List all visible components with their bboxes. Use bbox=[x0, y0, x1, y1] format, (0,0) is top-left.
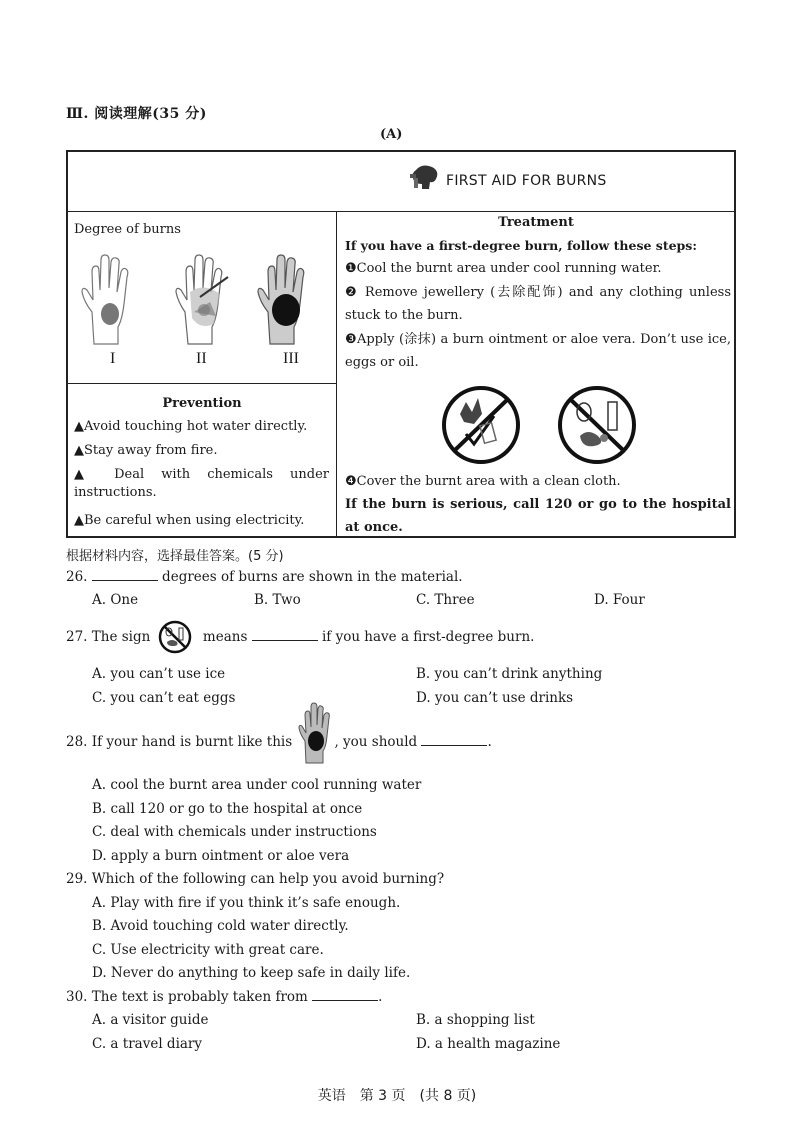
poster-header bbox=[68, 152, 734, 212]
option: C. deal with chemicals under instructions bbox=[92, 824, 377, 840]
first-aid-poster bbox=[66, 150, 736, 538]
question-27 bbox=[66, 628, 534, 645]
option: A. you can’t use ice bbox=[92, 666, 226, 682]
question-28-text-a: 28. If your hand is burnt like this bbox=[66, 734, 297, 750]
question-instruction: 根据材料内容，选择最佳答案。(5 分) bbox=[66, 549, 284, 564]
question-29: 29. Which of the following can help you avoid burning? bbox=[66, 871, 445, 887]
prevention-item: ▲Be careful when using electricity. bbox=[74, 513, 305, 528]
hand-second-degree-image bbox=[170, 252, 236, 347]
treatment-title: Treatment bbox=[498, 215, 574, 230]
prevention-item: ▲Stay away from fire. bbox=[74, 443, 218, 458]
option: D. Never do anything to keep safe in daily life. bbox=[92, 965, 411, 981]
question-28-text-c: . bbox=[487, 734, 492, 750]
question-28 bbox=[66, 733, 492, 750]
prevention-item-text: ▲ Deal with chemicals under instructions. bbox=[74, 467, 329, 500]
option: D. you can’t use drinks bbox=[416, 690, 574, 706]
option: C. Three bbox=[416, 592, 475, 608]
question-26-number: 26. bbox=[66, 569, 92, 585]
answer-blank bbox=[252, 628, 318, 641]
degree-roman-1: I bbox=[110, 350, 116, 367]
question-27-text-a: 27. The sign bbox=[66, 629, 155, 645]
question-30-text-b: . bbox=[378, 989, 383, 1005]
no-ice-sign-icon bbox=[438, 384, 524, 466]
option: B. Avoid touching cold water directly. bbox=[92, 918, 349, 934]
treatment-step-1: ❶Cool the burnt area under cool running water. bbox=[345, 261, 662, 276]
burnt-hand-small-image bbox=[296, 701, 332, 765]
option: B. a shopping list bbox=[416, 1012, 535, 1028]
section-title: Ⅲ. 阅读理解(35 分) bbox=[66, 106, 207, 122]
treatment-step-4: ❹Cover the burnt area with a clean cloth. bbox=[345, 474, 621, 489]
serious-burn-note: If the burn is serious, call 120 or go to the hospital at once. bbox=[345, 497, 731, 535]
degree-roman-3: III bbox=[283, 350, 299, 367]
answer-blank bbox=[92, 568, 158, 581]
option: C. a travel diary bbox=[92, 1036, 203, 1052]
row-divider bbox=[68, 383, 336, 384]
option: C. Use electricity with great care. bbox=[92, 942, 324, 958]
degree-label: Degree of burns bbox=[74, 222, 181, 237]
question-26-text: degrees of burns are shown in the material. bbox=[157, 569, 463, 585]
hand-third-degree-image bbox=[254, 252, 318, 347]
option: A. cool the burnt area under cool running water bbox=[92, 777, 422, 793]
option: B. Two bbox=[254, 592, 301, 608]
option: B. call 120 or go to the hospital at once bbox=[92, 801, 363, 817]
option: D. a health magazine bbox=[416, 1036, 561, 1052]
first-aid-head-icon bbox=[408, 164, 442, 192]
option: A. One bbox=[92, 592, 139, 608]
prevention-item bbox=[74, 466, 329, 502]
question-26 bbox=[66, 568, 463, 585]
column-divider bbox=[336, 212, 337, 538]
treatment-step-2: ❷ Remove jewellery (去除配饰) and any clothing unless stuck to the burn. bbox=[345, 285, 731, 323]
no-eggs-oil-sign-icon bbox=[554, 384, 640, 466]
answer-blank bbox=[312, 988, 378, 1001]
treatment-intro: If you have a first-degree burn, follow these steps: bbox=[345, 238, 697, 253]
option: C. you can’t eat eggs bbox=[92, 690, 236, 706]
question-27-text-c: if you have a first-degree burn. bbox=[317, 629, 535, 645]
hand-first-degree-image bbox=[78, 252, 140, 347]
option: A. Play with fire if you think it’s safe enough. bbox=[92, 895, 401, 911]
treatment-step-3: ❸Apply (涂抹) a burn ointment or aloe vera. Don’t use ice, eggs or oil. bbox=[345, 332, 731, 370]
question-30-text-a: 30. The text is probably taken from bbox=[66, 989, 313, 1005]
page-footer: 英语 第 3 页 (共 8 页) bbox=[317, 1088, 477, 1104]
degree-roman-2: II bbox=[196, 350, 207, 367]
option: A. a visitor guide bbox=[92, 1012, 209, 1028]
prevention-item: ▲Avoid touching hot water directly. bbox=[74, 419, 308, 434]
answer-blank bbox=[421, 733, 487, 746]
part-label: (A) bbox=[380, 127, 403, 142]
prevention-title: Prevention bbox=[162, 396, 242, 411]
no-eggs-oil-small-icon bbox=[155, 620, 195, 654]
poster-title: FIRST AID FOR BURNS bbox=[446, 173, 607, 189]
question-30 bbox=[66, 988, 382, 1005]
question-27-text-b: means bbox=[198, 629, 252, 645]
option: D. apply a burn ointment or aloe vera bbox=[92, 848, 350, 864]
question-28-text-b: , you should bbox=[334, 734, 422, 750]
option: B. you can’t drink anything bbox=[416, 666, 603, 682]
option: D. Four bbox=[594, 592, 645, 608]
